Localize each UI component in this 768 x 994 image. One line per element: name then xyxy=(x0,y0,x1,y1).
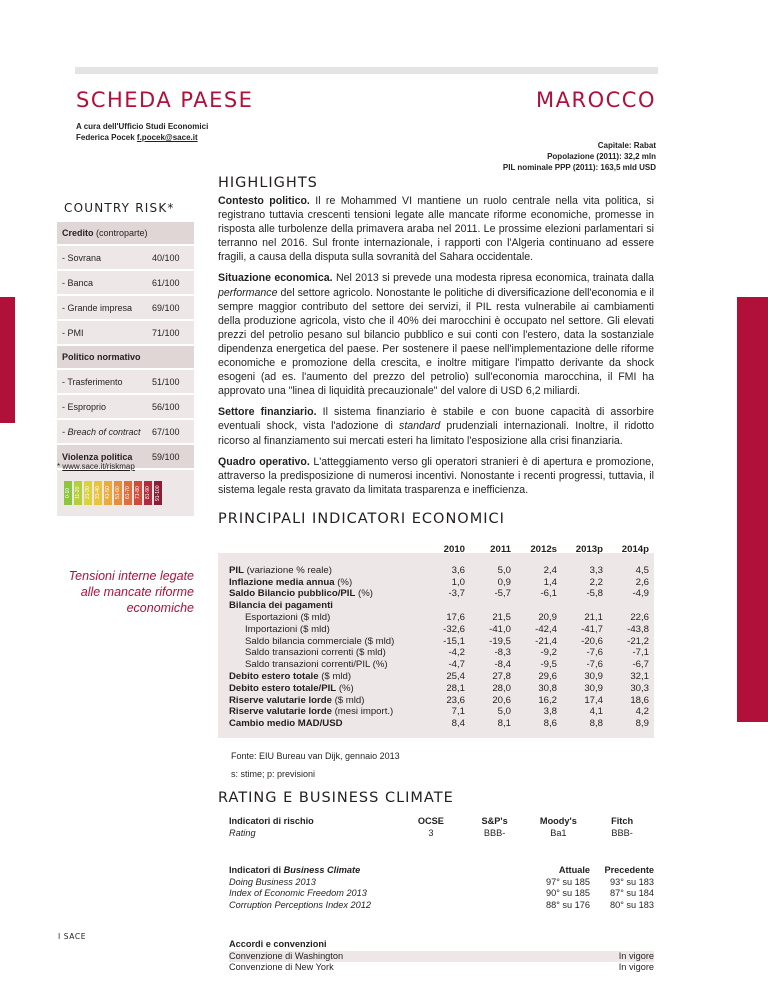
indicator-label xyxy=(229,600,419,612)
indicator-value: -15,1 xyxy=(443,635,465,647)
agency-rating: Ba1 xyxy=(550,827,567,838)
indicator-value: -8,4 xyxy=(494,659,511,671)
indicator-value xyxy=(557,600,603,612)
indicator-label-note: Saldo transazioni correnti ($ mld) xyxy=(245,647,386,659)
indicator-value: 30,9 xyxy=(584,682,603,694)
indicator-value: 8,8 xyxy=(589,718,603,730)
agency-column xyxy=(527,816,591,839)
indicator-value: -7,6 xyxy=(586,647,603,659)
indicator-value: 0,9 xyxy=(497,576,511,588)
risk-scale-cell: 21-30 xyxy=(84,481,92,505)
rating-title: RATING E BUSINESS CLIMATE xyxy=(218,790,454,806)
year-header: 2011 xyxy=(490,544,511,555)
indicator-value: 30,3 xyxy=(630,682,649,694)
indicator-value: 2,2 xyxy=(589,576,603,588)
indicator-value: 20,6 xyxy=(492,694,511,706)
paragraph-text: Nel 2013 si prevede una modesta ripresa economica, trainata dalla xyxy=(332,272,654,285)
indicator-value: -21,4 xyxy=(535,635,557,647)
indicator-value: 4,5 xyxy=(635,564,649,576)
indicator-value: -6,7 xyxy=(632,659,649,671)
indicator-row xyxy=(229,695,649,707)
indicator-row xyxy=(229,647,649,659)
bc-heading xyxy=(229,865,526,877)
indicator-label-note: Saldo transazioni correnti/PIL (%) xyxy=(245,659,388,671)
indicator-value: 3,3 xyxy=(589,564,603,576)
indicator-value: 27,8 xyxy=(492,670,511,682)
indicator-value: -42,4 xyxy=(535,623,557,635)
agency-name: Moody's xyxy=(539,816,577,826)
indicator-label xyxy=(229,624,419,636)
indicator-value: -3,7 xyxy=(448,588,465,600)
agreement-row xyxy=(229,962,654,974)
indicator-label-note: Saldo bilancia commerciale ($ mld) xyxy=(245,635,395,647)
agency-rating: BBB- xyxy=(611,827,633,838)
indicator-label-note: Esportazioni ($ mld) xyxy=(245,611,331,623)
credito-note: (controparte) xyxy=(93,228,148,238)
indicator-label-bold: Inflazione media annua xyxy=(229,576,335,588)
indicator-row xyxy=(229,671,649,683)
politico-rows xyxy=(57,370,194,445)
indicator-value: -6,1 xyxy=(540,588,557,600)
indicator-value: 8,6 xyxy=(543,718,557,730)
highlights-body xyxy=(218,194,654,497)
risk-scale-cell: 71-80 xyxy=(134,481,142,505)
risk-row-label: - PMI xyxy=(62,327,84,338)
paragraph-political xyxy=(218,194,654,264)
indicator-row xyxy=(229,577,649,589)
risk-row-label: - Grande impresa xyxy=(62,302,133,313)
paragraph-text: L'atteggiamento verso gli operatori stranieri è di apertura e promozione, attraverso la predisposizione di numerosi incentivi. Nonostante i recenti progressi, tuttavia, il sistema legale resta gravato da limitata trasparenza e inefficienza. xyxy=(218,455,654,496)
indicator-value: 7,1 xyxy=(451,706,465,718)
indicator-label xyxy=(229,647,419,659)
document-title: SCHEDA PAESE xyxy=(76,88,254,112)
indicator-value: 21,5 xyxy=(492,611,511,623)
indicator-value: -7,6 xyxy=(586,659,603,671)
paragraph-text: Il re Mohammed VI mantiene un ruolo centrale nella vita politica, si registrano tuttavia crescenti tensioni legate alle mancate riforme economiche, promesse in risposta alle turbolenze della primavera araba nel 2011. Le prossime elezioni parlamentari si terranno nel 2016. Sul fronte internazionale, i rapporti con l'Algeria continuano ad essere fragili, a causa della disputa sulla sovranità del Sahara occidentale. xyxy=(218,195,655,264)
indicator-value: 28,0 xyxy=(492,682,511,694)
bc-row xyxy=(229,900,654,912)
paragraph-economic xyxy=(218,271,654,398)
footer-brand: SACE xyxy=(63,932,87,941)
indicator-label xyxy=(229,565,419,577)
indicator-value: 4,1 xyxy=(589,706,603,718)
indicator-value: -43,8 xyxy=(627,623,649,635)
indicator-value: -4,9 xyxy=(632,588,649,600)
year-header: 2010 xyxy=(443,544,465,555)
indicator-label-note: Importazioni ($ mld) xyxy=(245,623,330,635)
footnote-mark: * xyxy=(57,462,63,471)
indicator-value: -5,8 xyxy=(586,588,603,600)
agency-column xyxy=(399,816,463,839)
indicator-value: -41,7 xyxy=(581,623,603,635)
right-red-tab xyxy=(737,297,768,722)
indicator-label-bold: PIL xyxy=(229,564,244,576)
gdp-ppp: PIL nominale PPP (2011): 163,5 mld USD xyxy=(502,163,656,172)
highlights-title: HIGHLIGHTS xyxy=(218,175,318,191)
risk-row xyxy=(57,321,194,346)
author-name-line xyxy=(76,132,208,143)
year-header: 2014p xyxy=(621,544,649,555)
indicator-value xyxy=(465,600,511,612)
indicator-value: 28,1 xyxy=(446,682,465,694)
paragraph-text: Il sistema finanziario è stabile e con buone capacità di assorbire eventuali shock, vista l'adozione di xyxy=(218,406,654,433)
indicator-label-bold: Debito estero totale xyxy=(229,670,319,682)
agency-name: S&P's xyxy=(481,816,508,826)
left-red-tab xyxy=(0,297,15,423)
bc-row-label: Doing Business 2013 xyxy=(229,876,316,887)
indicator-value: 1,0 xyxy=(451,576,465,588)
agency-column xyxy=(463,816,527,839)
bc-row-current: 88° su 176 xyxy=(545,899,590,910)
indicator-label-note: (mesi import.) xyxy=(331,706,394,718)
indicator-label-note: ($ mld) xyxy=(331,694,365,706)
indicator-label-note: (%) xyxy=(334,576,353,588)
indicator-value: -8,3 xyxy=(494,647,511,659)
risk-row-value: 67/100 xyxy=(152,426,180,437)
business-climate xyxy=(229,865,654,877)
violenza-label: Violenza politica xyxy=(62,451,133,462)
indicator-label-note: (%) xyxy=(336,682,354,694)
indicator-row xyxy=(229,706,649,718)
indicator-label xyxy=(229,683,419,695)
paragraph-heading: Situazione economica. xyxy=(218,272,333,285)
page-number: I xyxy=(58,932,61,941)
indicator-label xyxy=(229,588,419,600)
bc-col-previous: Precedente xyxy=(604,865,654,875)
indicator-value: 30,8 xyxy=(538,682,557,694)
credito-header xyxy=(57,222,194,246)
author-line: A cura dell'Ufficio Studi Economici xyxy=(76,122,209,131)
indicator-label-bold: Debito estero totale/PIL xyxy=(229,682,337,694)
indicator-value: 5,0 xyxy=(497,564,511,576)
risk-row xyxy=(57,271,194,296)
bc-heading-text: Indicatori di xyxy=(229,865,284,875)
agency-rating: BBB- xyxy=(483,827,506,838)
indicator-label-bold: Saldo Bilancio pubblico/PIL xyxy=(229,588,356,600)
year-header: 2013p xyxy=(575,544,603,555)
risk-row xyxy=(57,370,194,395)
agreement-row xyxy=(229,951,654,963)
indicator-label xyxy=(229,718,419,730)
risk-scale-cell: 31-40 xyxy=(94,481,102,505)
risk-indicators-heading: Indicatori di rischio xyxy=(229,816,314,826)
bc-col-current: Attuale xyxy=(558,865,590,875)
indicators-body xyxy=(229,565,649,730)
risk-row xyxy=(57,420,194,445)
bc-row xyxy=(229,877,654,889)
indicator-row xyxy=(229,588,649,600)
bc-row-label: Index of Economic Freedom 2013 xyxy=(229,888,367,898)
agency-rating: 3 xyxy=(428,827,434,838)
indicator-value: 20,9 xyxy=(538,611,557,623)
risk-scale-cell: 81-90 xyxy=(144,481,152,505)
indicator-value: 16,2 xyxy=(538,694,557,706)
risk-row-label: - Esproprio xyxy=(62,401,107,412)
indicator-value: -9,5 xyxy=(540,659,557,671)
indicator-label xyxy=(229,695,419,707)
rating-block xyxy=(229,816,654,974)
credito-rows xyxy=(57,246,194,346)
bc-heading-italic: Business Climate xyxy=(283,865,361,875)
indicator-label xyxy=(229,671,419,683)
indicator-value: -32,6 xyxy=(443,623,465,635)
risk-row-value: 61/100 xyxy=(152,277,180,288)
risk-row-value: 69/100 xyxy=(152,302,180,313)
country-name: MAROCCO xyxy=(536,88,656,112)
agency-name: Fitch xyxy=(611,816,634,826)
indicator-value: -41,0 xyxy=(489,623,511,635)
indicator-value xyxy=(511,600,557,612)
indicator-value: -4,2 xyxy=(448,647,465,659)
author-block xyxy=(76,121,208,143)
indicator-value: -4,7 xyxy=(448,659,465,671)
risk-row-label: - Sovrana xyxy=(62,252,102,263)
risk-scale-cell: 61-70 xyxy=(124,481,132,505)
politico-header: Politico normativo xyxy=(57,346,194,370)
paragraph-financial xyxy=(218,405,654,447)
risk-indicators xyxy=(229,816,654,839)
country-facts xyxy=(503,140,656,173)
risk-scale-cell: 91-100 xyxy=(154,481,162,505)
risk-scale-area xyxy=(57,470,194,516)
indicator-value: 23,6 xyxy=(446,694,465,706)
bc-row-previous: 80° su 183 xyxy=(609,899,654,910)
indicator-value: 17,6 xyxy=(446,611,465,623)
indicator-label xyxy=(229,659,419,671)
indicator-value: 32,1 xyxy=(630,670,649,682)
bc-row-current: 90° su 185 xyxy=(545,888,590,898)
indicator-value: 30,9 xyxy=(584,670,603,682)
author-name: Federica Pocek xyxy=(76,133,137,142)
risk-row-label: - Banca xyxy=(62,277,94,288)
paragraph-heading: Quadro operativo. xyxy=(218,455,310,468)
indicator-value: 18,6 xyxy=(630,694,649,706)
indicator-label-bold: Cambio medio MAD/USD xyxy=(229,718,343,730)
indicator-value: -5,7 xyxy=(494,588,511,600)
source-note: Fonte: EIU Bureau van Dijk, gennaio 2013 xyxy=(231,751,400,761)
risk-scale-cell: 0-10 xyxy=(64,481,72,505)
year-header: 2012s xyxy=(530,544,557,555)
footer xyxy=(58,932,86,941)
agency-columns xyxy=(399,816,654,839)
legend-note: s: stime; p: previsioni xyxy=(231,769,316,779)
agreement-label: Convenzione di New York xyxy=(229,962,334,972)
indicator-value: -20,6 xyxy=(581,635,603,647)
indicator-row xyxy=(229,659,649,671)
bc-row-previous: 93° su 183 xyxy=(609,876,654,887)
bc-row-previous: 87° su 184 xyxy=(609,888,654,898)
indicator-label-bold: Bilancia dei pagamenti xyxy=(229,600,333,612)
indicator-label xyxy=(229,636,419,648)
agency-name: OCSE xyxy=(417,816,444,826)
indicators-title: PRINCIPALI INDICATORI ECONOMICI xyxy=(218,511,505,527)
indicator-label-note: (variazione % reale) xyxy=(243,564,332,576)
risk-scale xyxy=(64,481,162,505)
risk-footnote xyxy=(57,462,135,471)
indicator-label-note: (%) xyxy=(355,588,373,600)
risk-row-label: - Breach of contract xyxy=(62,426,141,437)
indicator-label-bold: Riserve valutarie lorde xyxy=(229,706,332,718)
indicator-value: 21,1 xyxy=(584,611,603,623)
risk-indicators-labels xyxy=(229,816,399,839)
agreements-heading: Accordi e convenzioni xyxy=(229,939,327,949)
side-quote: Tensioni interne legate alle mancate riforme economiche xyxy=(68,569,194,615)
indicator-row xyxy=(229,683,649,695)
indicator-label-bold: Riserve valutarie lorde xyxy=(229,694,332,706)
indicator-value: 4,2 xyxy=(635,706,649,718)
risk-row xyxy=(57,296,194,321)
indicators-notes xyxy=(231,747,400,783)
population: Popolazione (2011): 32,2 mln xyxy=(547,152,656,161)
risk-row-label: - Trasferimento xyxy=(62,376,123,387)
indicator-row xyxy=(229,636,649,648)
country-risk-panel xyxy=(57,222,194,516)
indicator-value: 22,6 xyxy=(630,611,649,623)
indicator-label xyxy=(229,612,419,624)
riskmap-link[interactable]: www.sace.it/riskmap xyxy=(62,462,135,471)
risk-row xyxy=(57,246,194,271)
paragraph-heading: Settore finanziario. xyxy=(218,406,317,419)
capital: Capitale: Rabat xyxy=(597,141,656,150)
indicator-value: 8,1 xyxy=(497,718,511,730)
agreement-status: In vigore xyxy=(618,962,654,972)
country-risk-title: COUNTRY RISK* xyxy=(64,201,175,215)
credito-label: Credito xyxy=(62,228,94,238)
agreements-rows xyxy=(229,951,654,974)
top-rule xyxy=(75,67,658,74)
indicator-value xyxy=(603,600,649,612)
risk-row-value: 71/100 xyxy=(152,327,180,338)
indicator-row xyxy=(229,624,649,636)
indicator-value: 1,4 xyxy=(543,576,557,588)
agency-column xyxy=(590,816,654,839)
indicator-value: 8,9 xyxy=(635,718,649,730)
indicator-value: 2,4 xyxy=(543,564,557,576)
indicator-header-blank xyxy=(229,544,419,565)
risk-row-value: 40/100 xyxy=(152,252,180,263)
paragraph-operational xyxy=(218,455,654,497)
violenza-value: 59/100 xyxy=(152,451,180,462)
indicator-value: 25,4 xyxy=(446,670,465,682)
risk-scale-cell: 41-50 xyxy=(104,481,112,505)
paragraph-italic: standard xyxy=(399,420,441,433)
indicator-label xyxy=(229,706,419,718)
indicator-value: 29,6 xyxy=(538,670,557,682)
indicators-header-row xyxy=(229,544,649,565)
paragraph-text: del settore agricolo. Nonostante le politiche di diversificazione dell'economia e il sempre maggior contributo del settore dei servizi, il PIL resta vulnerabile ai cambiamenti della produzione agricola, visto che il 40% dei marocchini è occupato nel settore. Gli elevati prezzi del petrolio pesano sul bilancio pubblico e sui conti con l'estero, data la sostanziale dipendenza energetica del paese. Per sostenere il paese nell'implementazione delle riforme economiche e promozione della crescita, e inoltre mitigare l'impatto derivante da shock esogeni (ad es. l'aumento del prezzo del petrolio) sull'economia marocchina, il FMI ha approvato una "linea di liquidità precauzionale" del valore di USD 6,2 miliardi. xyxy=(218,286,654,398)
indicator-row xyxy=(229,718,649,730)
bc-row-current: 97° su 185 xyxy=(545,876,590,887)
paragraph-italic: performance xyxy=(218,286,278,299)
indicator-row xyxy=(229,565,649,577)
agreement-label: Convenzione di Washington xyxy=(229,950,344,961)
risk-row-value: 56/100 xyxy=(152,401,180,412)
paragraph-text: prudenziali internazionali. Inoltre, il ridotto ricorso al finanziamento sui mercati esteri ha limitato l'esposizione alla crisi finanziaria. xyxy=(218,420,654,447)
risk-scale-cell: 11-20 xyxy=(74,481,82,505)
bc-row-label: Corruption Perceptions Index 2012 xyxy=(229,899,371,910)
indicator-value: 3,8 xyxy=(543,706,557,718)
indicator-value: 17,4 xyxy=(584,694,603,706)
indicator-label-note: ($ mld) xyxy=(318,670,352,682)
rating-label: Rating xyxy=(229,827,256,838)
bc-labels xyxy=(229,865,526,877)
indicator-value: 2,6 xyxy=(635,576,649,588)
indicator-value: -21,2 xyxy=(627,635,649,647)
risk-row xyxy=(57,395,194,420)
indicator-value: -9,2 xyxy=(540,647,557,659)
paragraph-heading: Contesto politico. xyxy=(218,195,310,207)
risk-scale-cell: 51-60 xyxy=(114,481,122,505)
bc-rows xyxy=(229,877,654,912)
indicator-value: 8,4 xyxy=(451,718,465,730)
indicator-label xyxy=(229,577,419,589)
indicators-table xyxy=(229,544,649,730)
indicator-row xyxy=(229,612,649,624)
indicator-value: -19,5 xyxy=(489,635,511,647)
indicator-value: -7,1 xyxy=(632,647,649,659)
bc-row xyxy=(229,888,654,900)
indicator-value: 3,6 xyxy=(451,564,465,576)
agreement-status: In vigore xyxy=(618,950,654,961)
indicator-value: 5,0 xyxy=(497,706,511,718)
author-email-link[interactable]: f.pocek@sace.it xyxy=(136,133,198,142)
indicator-value xyxy=(419,600,465,612)
indicator-row xyxy=(229,600,649,612)
risk-row-value: 51/100 xyxy=(152,376,180,387)
